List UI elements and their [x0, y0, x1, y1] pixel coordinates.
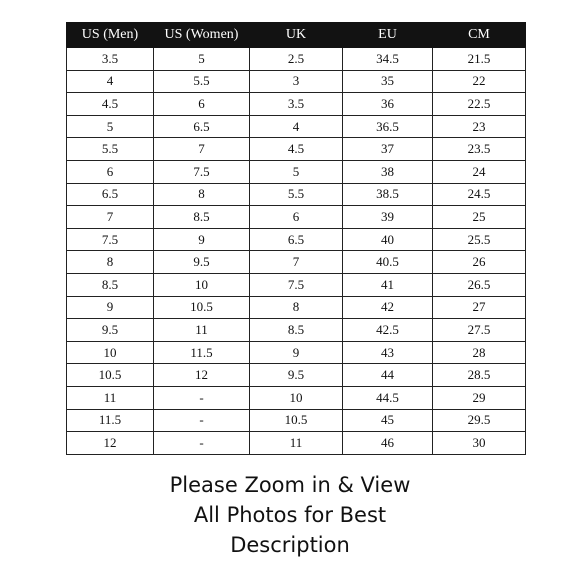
cell-us-women: 10	[154, 273, 250, 296]
cell-us-men: 10	[67, 341, 154, 364]
cell-eu: 40.5	[343, 251, 433, 274]
table-row	[67, 228, 526, 251]
cell-us-men: 7.5	[67, 228, 154, 251]
cell-eu: 37	[343, 138, 433, 161]
cell-eu: 45	[343, 409, 433, 432]
table-row	[67, 206, 526, 229]
cell-eu: 36.5	[343, 115, 433, 138]
cell-uk: 5	[250, 160, 343, 183]
cell-cm: 25.5	[433, 228, 526, 251]
table-row	[67, 70, 526, 93]
zoom-notice	[0, 470, 580, 560]
cell-us-men: 8	[67, 251, 154, 274]
cell-uk: 2.5	[250, 48, 343, 71]
cell-cm: 24.5	[433, 183, 526, 206]
table-row	[67, 432, 526, 455]
cell-us-men: 4.5	[67, 93, 154, 116]
table-row	[67, 341, 526, 364]
cell-cm: 25	[433, 206, 526, 229]
cell-uk: 4	[250, 115, 343, 138]
cell-us-women: 7	[154, 138, 250, 161]
cell-uk: 10.5	[250, 409, 343, 432]
cell-uk: 8.5	[250, 319, 343, 342]
table-row	[67, 183, 526, 206]
header-cm: CM	[433, 23, 526, 48]
cell-uk: 8	[250, 296, 343, 319]
cell-us-women: 7.5	[154, 160, 250, 183]
cell-us-women: 11	[154, 319, 250, 342]
cell-eu: 40	[343, 228, 433, 251]
cell-us-women: -	[154, 386, 250, 409]
cell-us-women: 9.5	[154, 251, 250, 274]
cell-cm: 26	[433, 251, 526, 274]
cell-cm: 24	[433, 160, 526, 183]
cell-us-men: 9.5	[67, 319, 154, 342]
cell-cm: 21.5	[433, 48, 526, 71]
cell-eu: 42	[343, 296, 433, 319]
cell-us-men: 4	[67, 70, 154, 93]
table-row	[67, 160, 526, 183]
caption-line: Description	[230, 533, 350, 557]
cell-cm: 29	[433, 386, 526, 409]
cell-us-women: 6	[154, 93, 250, 116]
cell-us-women: 9	[154, 228, 250, 251]
table-row	[67, 364, 526, 387]
cell-cm: 23	[433, 115, 526, 138]
cell-us-women: -	[154, 409, 250, 432]
cell-us-men: 11.5	[67, 409, 154, 432]
cell-us-women: 5	[154, 48, 250, 71]
cell-us-men: 8.5	[67, 273, 154, 296]
cell-eu: 38.5	[343, 183, 433, 206]
table-row	[67, 409, 526, 432]
header-row	[67, 23, 526, 48]
cell-us-women: 10.5	[154, 296, 250, 319]
cell-cm: 30	[433, 432, 526, 455]
cell-us-women: 8	[154, 183, 250, 206]
cell-uk: 3	[250, 70, 343, 93]
table-row	[67, 296, 526, 319]
caption-line: All Photos for Best	[193, 503, 387, 527]
shoe-size-chart	[66, 22, 526, 455]
cell-us-women: 6.5	[154, 115, 250, 138]
cell-eu: 44.5	[343, 386, 433, 409]
cell-us-men: 3.5	[67, 48, 154, 71]
header-eu: EU	[343, 23, 433, 48]
table-row	[67, 386, 526, 409]
cell-eu: 43	[343, 341, 433, 364]
header-us-women: US (Women)	[154, 23, 250, 48]
cell-cm: 28.5	[433, 364, 526, 387]
cell-eu: 46	[343, 432, 433, 455]
cell-us-women: 11.5	[154, 341, 250, 364]
cell-us-men: 12	[67, 432, 154, 455]
cell-uk: 6.5	[250, 228, 343, 251]
table-row	[67, 93, 526, 116]
cell-cm: 28	[433, 341, 526, 364]
cell-eu: 39	[343, 206, 433, 229]
cell-us-women: 8.5	[154, 206, 250, 229]
table-row	[67, 48, 526, 71]
cell-eu: 38	[343, 160, 433, 183]
header-uk: UK	[250, 23, 343, 48]
cell-uk: 9	[250, 341, 343, 364]
cell-us-men: 7	[67, 206, 154, 229]
table-row	[67, 138, 526, 161]
cell-uk: 10	[250, 386, 343, 409]
cell-us-men: 6.5	[67, 183, 154, 206]
table-row	[67, 273, 526, 296]
cell-cm: 27.5	[433, 319, 526, 342]
size-table-body	[67, 48, 526, 455]
cell-eu: 36	[343, 93, 433, 116]
cell-eu: 35	[343, 70, 433, 93]
cell-uk: 11	[250, 432, 343, 455]
cell-uk: 7	[250, 251, 343, 274]
cell-us-men: 5.5	[67, 138, 154, 161]
cell-uk: 7.5	[250, 273, 343, 296]
table-row	[67, 115, 526, 138]
cell-uk: 3.5	[250, 93, 343, 116]
cell-eu: 42.5	[343, 319, 433, 342]
cell-eu: 44	[343, 364, 433, 387]
cell-cm: 23.5	[433, 138, 526, 161]
cell-eu: 34.5	[343, 48, 433, 71]
cell-us-women: 5.5	[154, 70, 250, 93]
cell-us-men: 10.5	[67, 364, 154, 387]
cell-us-men: 11	[67, 386, 154, 409]
cell-us-men: 5	[67, 115, 154, 138]
header-us-men: US (Men)	[67, 23, 154, 48]
cell-cm: 22.5	[433, 93, 526, 116]
cell-cm: 27	[433, 296, 526, 319]
cell-uk: 6	[250, 206, 343, 229]
caption-line: Please Zoom in & View	[169, 473, 411, 497]
cell-uk: 4.5	[250, 138, 343, 161]
cell-cm: 26.5	[433, 273, 526, 296]
cell-uk: 9.5	[250, 364, 343, 387]
cell-eu: 41	[343, 273, 433, 296]
cell-us-men: 9	[67, 296, 154, 319]
cell-us-women: -	[154, 432, 250, 455]
cell-cm: 22	[433, 70, 526, 93]
table-row	[67, 319, 526, 342]
cell-uk: 5.5	[250, 183, 343, 206]
cell-us-men: 6	[67, 160, 154, 183]
cell-cm: 29.5	[433, 409, 526, 432]
cell-us-women: 12	[154, 364, 250, 387]
table-row	[67, 251, 526, 274]
